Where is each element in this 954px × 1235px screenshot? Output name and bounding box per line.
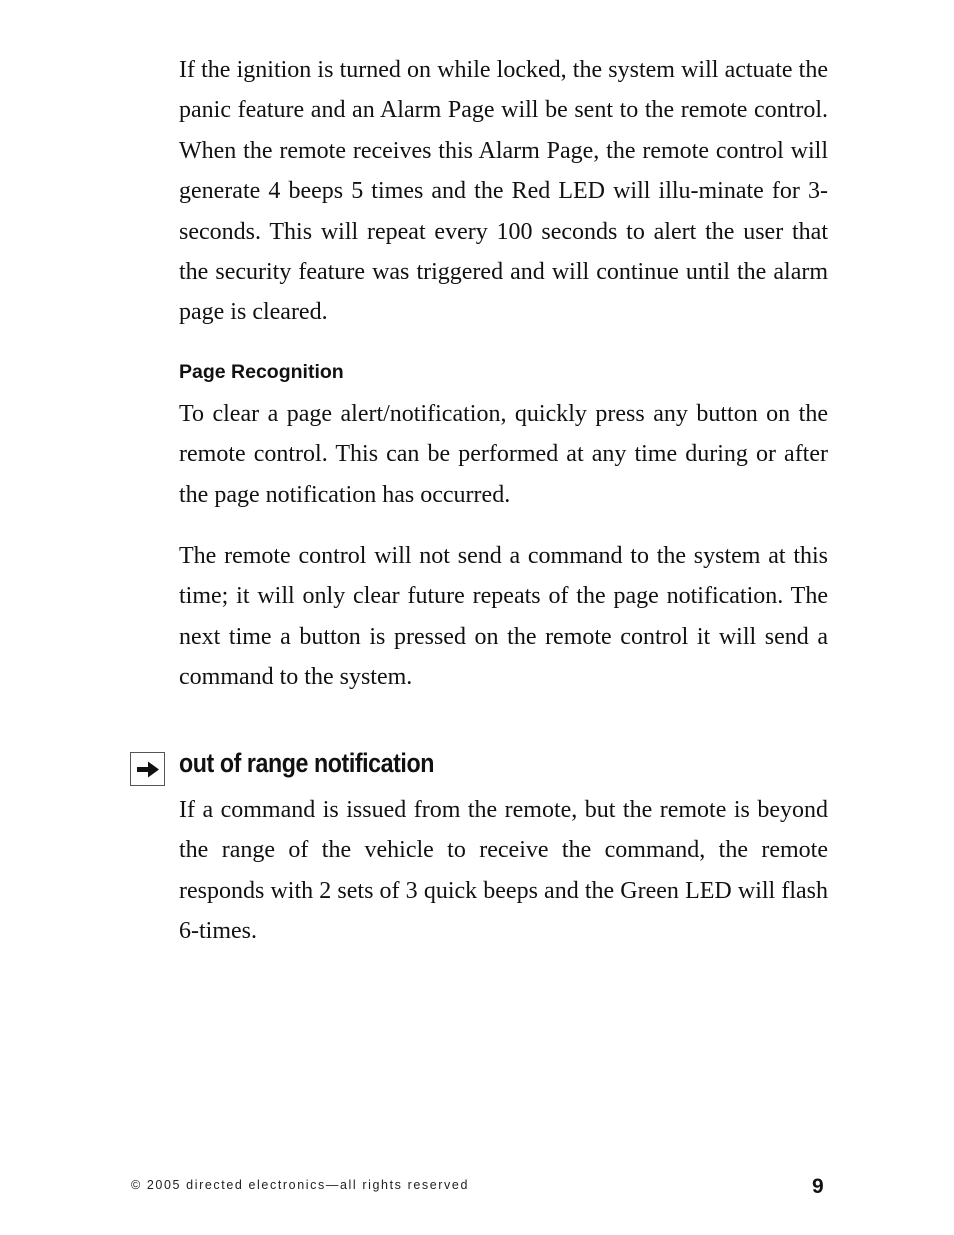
- arrow-right-icon: [130, 752, 165, 786]
- out-of-range-title: out of range notification: [179, 748, 434, 778]
- page-number: 9: [812, 1175, 824, 1198]
- out-of-range-paragraph: If a command is issued from the remote, but the remote is beyond the range of the vehicle to receive the command, the remote responds with 2 sets of 3 quick beeps and the Green LED will flash 6-times.: [179, 797, 828, 945]
- page-recognition-paragraph-2: The remote control will not send a command to the system at this time; it will only clear future repeats of the page notification. The next time a button is pressed on the remote control it will send a command to the system.: [179, 543, 828, 691]
- page-recognition-paragraph-1: To clear a page alert/notification, quickly press any button on the remote control. This can be performed at any time during or after the page notification has occurred.: [179, 401, 828, 508]
- alarm-page-paragraph: If the ignition is turned on while locked, the system will actuate the panic feature and an Alarm Page will be sent to the remote control. When the remote receives this Alarm Page, the remote control will generate 4 beeps 5 times and the Red LED will illu-minate for 3-seconds. This will repeat every 100 seconds to alert the user that the security feature was triggered and will continue until the alarm page is cleared.: [179, 57, 828, 326]
- page-recognition-heading: Page Recognition: [179, 361, 344, 383]
- footer-copyright: © 2005 directed electronics—all rights reserved: [131, 1178, 470, 1192]
